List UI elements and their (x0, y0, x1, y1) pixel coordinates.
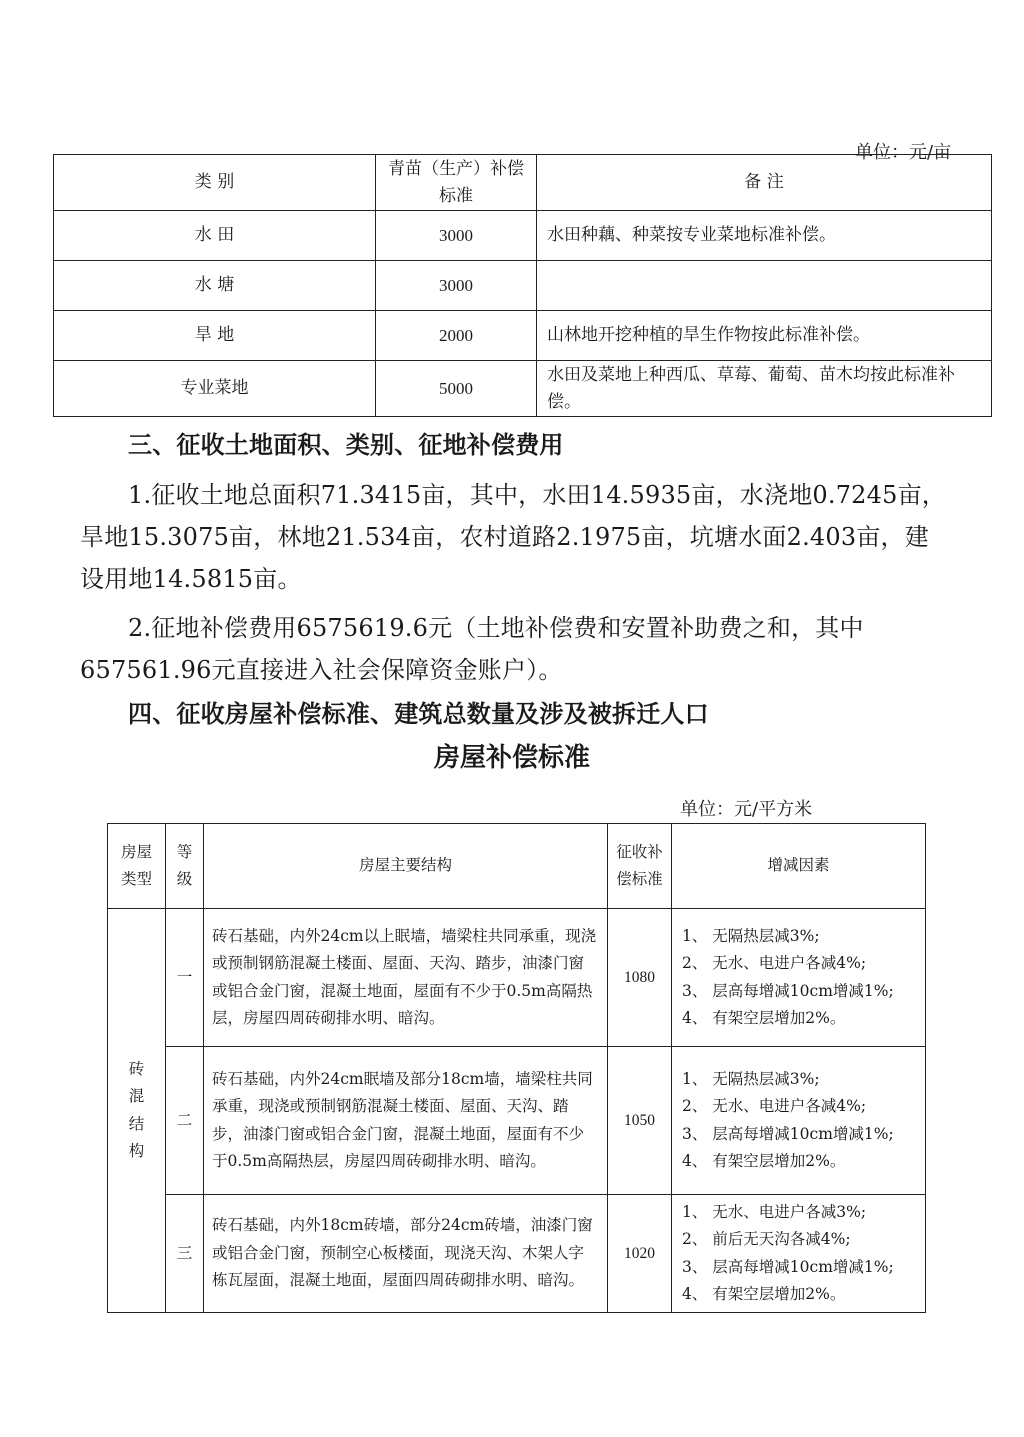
row-structure: 砖石基础，内外18cm砖墙，部分24cm砖墙，油漆门窗或铝合金门窗，预制空心板楼面，现浇天沟、木架人字栋瓦屋面，混凝土地面，屋面四周砖砌排水明、暗沟。 (204, 1195, 608, 1313)
row-value: 5000 (376, 361, 537, 417)
row-factors (672, 1047, 926, 1195)
table1-unit: 单位：元/亩 (855, 142, 952, 163)
seedling-compensation-table (53, 154, 992, 417)
factor-item: 3、 层高每增减10cm增减1%; (682, 1124, 894, 1143)
header-compensation-standard: 征收补偿标准 (608, 824, 672, 909)
table-row (108, 1195, 926, 1313)
row-grade: 二 (166, 1047, 204, 1195)
row-structure: 砖石基础，内外24cm以上眠墙，墙梁柱共同承重，现浇或预制钢筋混凝土楼面、屋面、天沟、踏步，油漆门窗或铝合金门窗，混凝土地面，屋面有不少于0.5m高隔热层，房屋四周砖砌排水明、暗沟。 (204, 909, 608, 1047)
header-remarks: 备 注 (537, 155, 992, 211)
factor-item: 4、 有架空层增加2%。 (682, 1009, 846, 1027)
section3-heading: 三、征收土地面积、类别、征地补偿费用 (128, 430, 564, 459)
section3-paragraph-1: 1.征收土地总面积71.3415亩，其中，水田14.5935亩，水浇地0.7245亩，旱地15.3075亩，林地21.534亩，农村道路2.1975亩，坑塘水面2.403亩，建设用地14.5815亩。 (80, 481, 946, 593)
row-grade: 一 (166, 909, 204, 1047)
table-row (108, 1047, 926, 1195)
factor-item: 2、 无水、电进户各减4%; (682, 1097, 867, 1115)
factor-item: 3、 层高每增减10cm增减1%; (682, 1257, 894, 1276)
row-structure: 砖石基础，内外24cm眠墙及部分18cm墙，墙梁柱共同承重，现浇或预制钢筋混凝土楼面、屋面、天沟、踏步，油漆门窗或铝合金门窗，混凝土地面，屋面有不少于0.5m高隔热层，房屋四周砖砌排水明、暗沟。 (204, 1047, 608, 1195)
row-value: 3000 (376, 211, 537, 261)
factor-item: 2、 前后无天沟各减4%; (682, 1230, 851, 1248)
row-factors (672, 1195, 926, 1313)
factor-item: 1、 无隔热层减3%; (682, 926, 820, 945)
table-row (54, 211, 992, 261)
row-factors (672, 909, 926, 1047)
header-factors: 增减因素 (672, 824, 926, 909)
table-header-row (54, 155, 992, 211)
factor-item: 2、 无水、电进户各减4%; (682, 954, 867, 972)
factor-item: 3、 层高每增减10cm增减1%; (682, 981, 894, 1000)
row-standard: 1050 (608, 1047, 672, 1195)
row-type: 水 田 (54, 211, 376, 261)
row-type: 水 塘 (54, 261, 376, 311)
row-standard: 1020 (608, 1195, 672, 1313)
factor-item: 1、 无隔热层减3%; (682, 1069, 820, 1088)
row-note (537, 261, 992, 311)
table-row (54, 261, 992, 311)
table-header-row (108, 824, 926, 909)
category-cell: 砖混结构 (108, 909, 166, 1313)
section4-heading: 四、征收房屋补偿标准、建筑总数量及涉及被拆迁人口 (128, 699, 709, 728)
house-compensation-table (107, 823, 926, 1313)
row-type: 专业菜地 (54, 361, 376, 417)
row-note: 水田及菜地上种西瓜、草莓、葡萄、苗木均按此标准补偿。 (537, 361, 992, 417)
row-type: 旱 地 (54, 311, 376, 361)
factor-item: 4、 有架空层增加2%。 (682, 1152, 846, 1170)
table-row (54, 361, 992, 417)
header-grade: 等级 (166, 824, 204, 909)
header-house-type: 房屋类型 (108, 824, 166, 909)
table-row (108, 909, 926, 1047)
row-value: 3000 (376, 261, 537, 311)
table2-unit: 单位：元/平方米 (680, 799, 813, 820)
section3-paragraph-2: 2.征地补偿费用6575619.6元（土地补偿费和安置补助费之和，其中657561.96元直接进入社会保障资金账户）。 (80, 614, 864, 684)
table2-title: 房屋补偿标准 (433, 743, 590, 773)
header-type: 类 别 (54, 155, 376, 211)
factor-item: 4、 有架空层增加2%。 (682, 1285, 846, 1303)
row-grade: 三 (166, 1195, 204, 1313)
factor-item: 1、 无水、电进户各减3%; (682, 1202, 867, 1221)
header-standard: 青苗（生产）补偿标准 (376, 155, 537, 211)
table-row (54, 311, 992, 361)
header-structure: 房屋主要结构 (204, 824, 608, 909)
row-note: 山林地开挖种植的旱生作物按此标准补偿。 (537, 311, 992, 361)
row-note: 水田种藕、种菜按专业菜地标准补偿。 (537, 211, 992, 261)
row-value: 2000 (376, 311, 537, 361)
row-standard: 1080 (608, 909, 672, 1047)
